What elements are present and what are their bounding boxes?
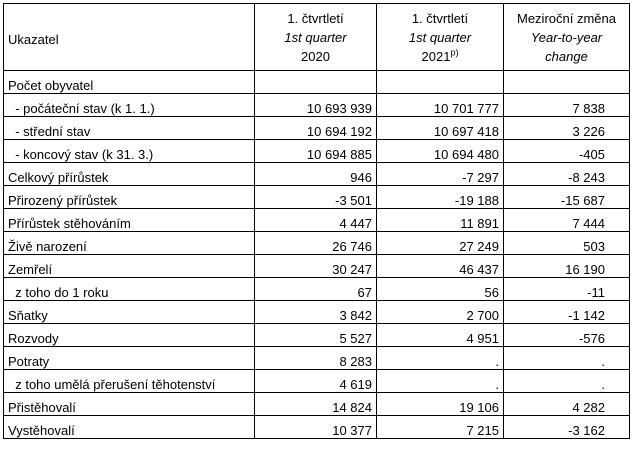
value-2021: 10 701 777 (377, 94, 504, 117)
header-change-en1: Year-to-year (530, 29, 603, 45)
table-row (4, 209, 630, 232)
table-row (4, 347, 630, 370)
value-2020: 10 694 192 (255, 117, 377, 140)
value-2020: 26 746 (255, 232, 377, 255)
value-change: -11 (504, 278, 630, 301)
row-label: Sňatky (4, 301, 255, 324)
value-change: 7 838 (504, 94, 630, 117)
table-header-row (4, 4, 630, 71)
table-row (4, 232, 630, 255)
table-row (4, 117, 630, 140)
row-label: - střední stav (4, 117, 255, 140)
value-2021: . (377, 347, 504, 370)
value-2020: 4 447 (255, 209, 377, 232)
row-label: - koncový stav (k 31. 3.) (4, 140, 255, 163)
table-row (4, 416, 630, 439)
row-label: - počáteční stav (k 1. 1.) (4, 94, 255, 117)
row-label: Vystěhovalí (4, 416, 255, 439)
value-change: -1 142 (504, 301, 630, 324)
row-label: Počet obyvatel (4, 71, 255, 94)
value-2021: 7 215 (377, 416, 504, 439)
header-q1-2021-cz: 1. čtvrtletí (411, 10, 469, 26)
header-change (504, 4, 630, 71)
value-2020: 67 (255, 278, 377, 301)
value-2020: 8 283 (255, 347, 377, 370)
value-2021: 56 (377, 278, 504, 301)
value-2021: 4 951 (377, 324, 504, 347)
value-2020: 946 (255, 163, 377, 186)
header-q1-2021 (377, 4, 504, 71)
value-2021: 10 694 480 (377, 140, 504, 163)
preliminary-note: p) (450, 47, 459, 58)
value-change: -405 (504, 140, 630, 163)
header-q1-2021-year: 2021 (421, 48, 451, 64)
table-row (4, 393, 630, 416)
value-change: -576 (504, 324, 630, 347)
population-statistics-table (3, 3, 630, 439)
value-2021: 2 700 (377, 301, 504, 324)
value-2021: 10 697 418 (377, 117, 504, 140)
header-q1-2020 (255, 4, 377, 71)
value-2020: 10 694 885 (255, 140, 377, 163)
value-2020: 14 824 (255, 393, 377, 416)
value-2021: 11 891 (377, 209, 504, 232)
row-label: Rozvody (4, 324, 255, 347)
table-row (4, 370, 630, 393)
value-change: 16 190 (504, 255, 630, 278)
table-row (4, 301, 630, 324)
value-2021: -7 297 (377, 163, 504, 186)
table-row (4, 324, 630, 347)
value-2020: 10 377 (255, 416, 377, 439)
value-2020: 30 247 (255, 255, 377, 278)
value-2020: -3 501 (255, 186, 377, 209)
value-change (504, 71, 630, 94)
row-label: Živě narození (4, 232, 255, 255)
row-label: z toho umělá přerušení těhotenství (4, 370, 255, 393)
value-2021: 27 249 (377, 232, 504, 255)
row-label: Potraty (4, 347, 255, 370)
header-change-en2: change (545, 48, 588, 64)
header-q1-2020-year: 2020 (301, 48, 330, 64)
row-label: z toho do 1 roku (4, 278, 255, 301)
value-2021: . (377, 370, 504, 393)
header-q1-2020-cz: 1. čtvrtletí (287, 10, 344, 26)
header-q1-2020-en: 1st quarter (284, 29, 347, 45)
value-change: . (504, 347, 630, 370)
table-row (4, 94, 630, 117)
value-change: 503 (504, 232, 630, 255)
header-q1-2021-en: 1st quarter (408, 29, 472, 45)
value-2020: 4 619 (255, 370, 377, 393)
header-change-cz: Meziroční změna (517, 10, 616, 26)
table-row (4, 278, 630, 301)
table-row (4, 255, 630, 278)
value-change: 7 444 (504, 209, 630, 232)
value-change: -3 162 (504, 416, 630, 439)
table-row (4, 140, 630, 163)
table-row (4, 186, 630, 209)
value-change: . (504, 370, 630, 393)
value-2020 (255, 71, 377, 94)
value-change: 4 282 (504, 393, 630, 416)
value-change: -8 243 (504, 163, 630, 186)
table-row (4, 163, 630, 186)
value-change: 3 226 (504, 117, 630, 140)
value-change: -15 687 (504, 186, 630, 209)
table-row (4, 71, 630, 94)
row-label: Přírůstek stěhováním (4, 209, 255, 232)
value-2021: 46 437 (377, 255, 504, 278)
header-indicator: Ukazatel (4, 4, 255, 71)
row-label: Zemřelí (4, 255, 255, 278)
row-label: Přistěhovalí (4, 393, 255, 416)
value-2020: 3 842 (255, 301, 377, 324)
value-2021: -19 188 (377, 186, 504, 209)
row-label: Přirozený přírůstek (4, 186, 255, 209)
row-label: Celkový přírůstek (4, 163, 255, 186)
value-2020: 10 693 939 (255, 94, 377, 117)
value-2020: 5 527 (255, 324, 377, 347)
value-2021: 19 106 (377, 393, 504, 416)
value-2021 (377, 71, 504, 94)
